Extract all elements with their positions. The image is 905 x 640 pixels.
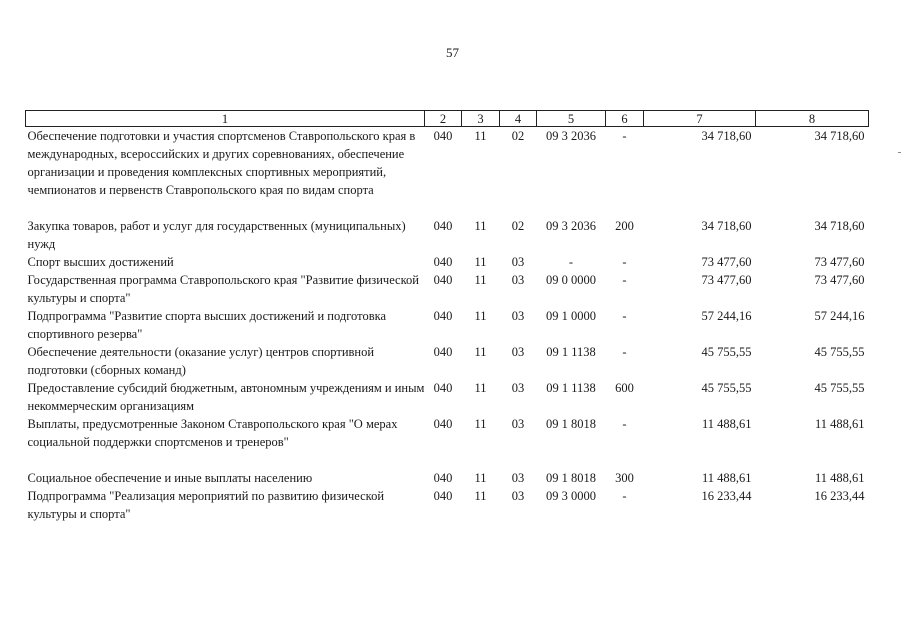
cell-expense-type: - (622, 417, 627, 431)
cell-expense-type: - (622, 345, 627, 359)
cell-ministry-code: 040 (433, 345, 453, 359)
cell-ministry-code: 040 (433, 417, 453, 431)
cell-expense-type: - (622, 309, 627, 323)
cell-target-article: 09 1 8018 (546, 471, 596, 485)
cell-section-code: 11 (474, 129, 487, 143)
cell-amount-8: 73 477,60 (814, 273, 865, 287)
column-header-5: 5 (537, 111, 606, 127)
cell-subsection-code: 03 (511, 417, 525, 431)
cell-amount-7: 34 718,60 (701, 219, 752, 233)
cell-amount-8: 11 488,61 (814, 471, 865, 485)
cell-expense-type: 300 (615, 471, 634, 485)
cell-ministry-code: 040 (433, 129, 453, 143)
cell-section-code: 11 (474, 219, 487, 233)
cell-expense-type: 600 (615, 381, 634, 395)
cell-amount-8: 34 718,60 (814, 219, 865, 233)
row-name: Закупка товаров, работ и услуг для государственных (муниципальных) нужд (27, 219, 406, 251)
table-row (26, 307, 869, 343)
cell-subsection-code: 03 (511, 255, 525, 269)
cell-amount-7: 16 233,44 (701, 489, 752, 503)
table-row (26, 487, 869, 523)
cell-subsection-code: 03 (511, 489, 525, 503)
cell-subsection-code: 03 (511, 345, 525, 359)
table-row (26, 469, 869, 487)
cell-target-article: 09 3 0000 (546, 489, 596, 503)
cell-amount-8: 11 488,61 (814, 417, 865, 431)
cell-expense-type: - (622, 255, 627, 269)
table-row (26, 253, 869, 271)
cell-target-article: 09 3 2036 (546, 129, 596, 143)
cell-ministry-code: 040 (433, 219, 453, 233)
table-row (26, 379, 869, 415)
row-name: Выплаты, предусмотренные Законом Ставропольского края "О мерах социальной поддержки спортсменов и тренеров" (27, 417, 398, 449)
cell-target-article: 09 1 8018 (546, 417, 596, 431)
cell-section-code: 11 (474, 417, 487, 431)
cell-amount-7: 11 488,61 (701, 471, 752, 485)
cell-amount-8: 45 755,55 (814, 345, 865, 359)
cell-target-article: 09 0 0000 (546, 273, 596, 287)
row-name: Подпрограмма "Реализация мероприятий по развитию физической культуры и спорта" (27, 489, 385, 521)
table-row (26, 217, 869, 253)
cell-section-code: 11 (474, 381, 487, 395)
row-name: Подпрограмма "Развитие спорта высших достижений и подготовка спортивного резерва" (27, 309, 387, 341)
cell-section-code: 11 (474, 471, 487, 485)
cell-expense-type: - (622, 489, 627, 503)
cell-section-code: 11 (474, 489, 487, 503)
row-name: Государственная программа Ставропольского края "Развитие физической культуры и спорта" (27, 273, 419, 305)
page-number: 57 (446, 45, 459, 60)
cell-amount-7: 45 755,55 (701, 381, 752, 395)
column-header-2: 2 (425, 111, 462, 127)
cell-ministry-code: 040 (433, 489, 453, 503)
row-name: Социальное обеспечение и иные выплаты населению (27, 471, 313, 485)
table-row (26, 343, 869, 379)
row-name: Предоставление субсидий бюджетным, автономным учреждениям и иным некоммерческим организациям (27, 381, 425, 413)
cell-amount-8: 73 477,60 (814, 255, 865, 269)
cell-subsection-code: 02 (511, 129, 525, 143)
cell-subsection-code: 03 (511, 471, 525, 485)
cell-target-article: 09 3 2036 (546, 219, 596, 233)
cell-target-article: 09 1 0000 (546, 309, 596, 323)
column-header-8: 8 (756, 111, 869, 127)
cell-amount-7: 34 718,60 (701, 129, 752, 143)
cell-amount-7: 11 488,61 (701, 417, 752, 431)
column-header-7: 7 (644, 111, 756, 127)
cell-target-article: 09 1 1138 (546, 381, 596, 395)
cell-ministry-code: 040 (433, 273, 453, 287)
cell-amount-8: 16 233,44 (814, 489, 865, 503)
cell-section-code: 11 (474, 309, 487, 323)
cell-subsection-code: 02 (511, 219, 525, 233)
column-header-6: 6 (606, 111, 644, 127)
cell-target-article: - (568, 255, 574, 269)
cell-section-code: 11 (474, 345, 487, 359)
cell-subsection-code: 03 (511, 381, 525, 395)
cell-amount-8: 34 718,60 (814, 129, 865, 143)
cell-ministry-code: 040 (433, 255, 453, 269)
table-row (26, 415, 869, 469)
cell-amount-8: 57 244,16 (814, 309, 865, 323)
column-header-4: 4 (500, 111, 537, 127)
cell-amount-7: 57 244,16 (701, 309, 752, 323)
cell-amount-7: 45 755,55 (701, 345, 752, 359)
cell-section-code: 11 (474, 255, 487, 269)
table-header-row (26, 111, 869, 127)
cell-expense-type: - (622, 129, 627, 143)
cell-section-code: 11 (474, 273, 487, 287)
cell-target-article: 09 1 1138 (546, 345, 596, 359)
cell-expense-type: 200 (615, 219, 634, 233)
column-header-3: 3 (462, 111, 500, 127)
table-row (26, 271, 869, 307)
row-name: Обеспечение подготовки и участия спортсменов Ставропольского края в международных, всероссийских и других соревнованиях, обеспечение организации и проведения комплексных спортивных мероприятий, чемпионатов и первенств Ставропольского края по видам спорта (27, 129, 416, 197)
table-row (26, 127, 869, 218)
cell-subsection-code: 03 (511, 309, 525, 323)
cell-ministry-code: 040 (433, 309, 453, 323)
cell-ministry-code: 040 (433, 381, 453, 395)
cell-amount-7: 73 477,60 (701, 273, 752, 287)
row-name: Обеспечение деятельности (оказание услуг) центров спортивной подготовки (сборных команд) (27, 345, 375, 377)
cell-ministry-code: 040 (433, 471, 453, 485)
cell-subsection-code: 03 (511, 273, 525, 287)
row-name: Спорт высших достижений (27, 255, 174, 269)
column-header-1: 1 (26, 111, 425, 127)
cell-expense-type: - (622, 273, 627, 287)
cell-amount-7: 73 477,60 (701, 255, 752, 269)
cell-amount-8: 45 755,55 (814, 381, 865, 395)
budget-table (25, 110, 869, 523)
scan-speck (898, 152, 901, 153)
